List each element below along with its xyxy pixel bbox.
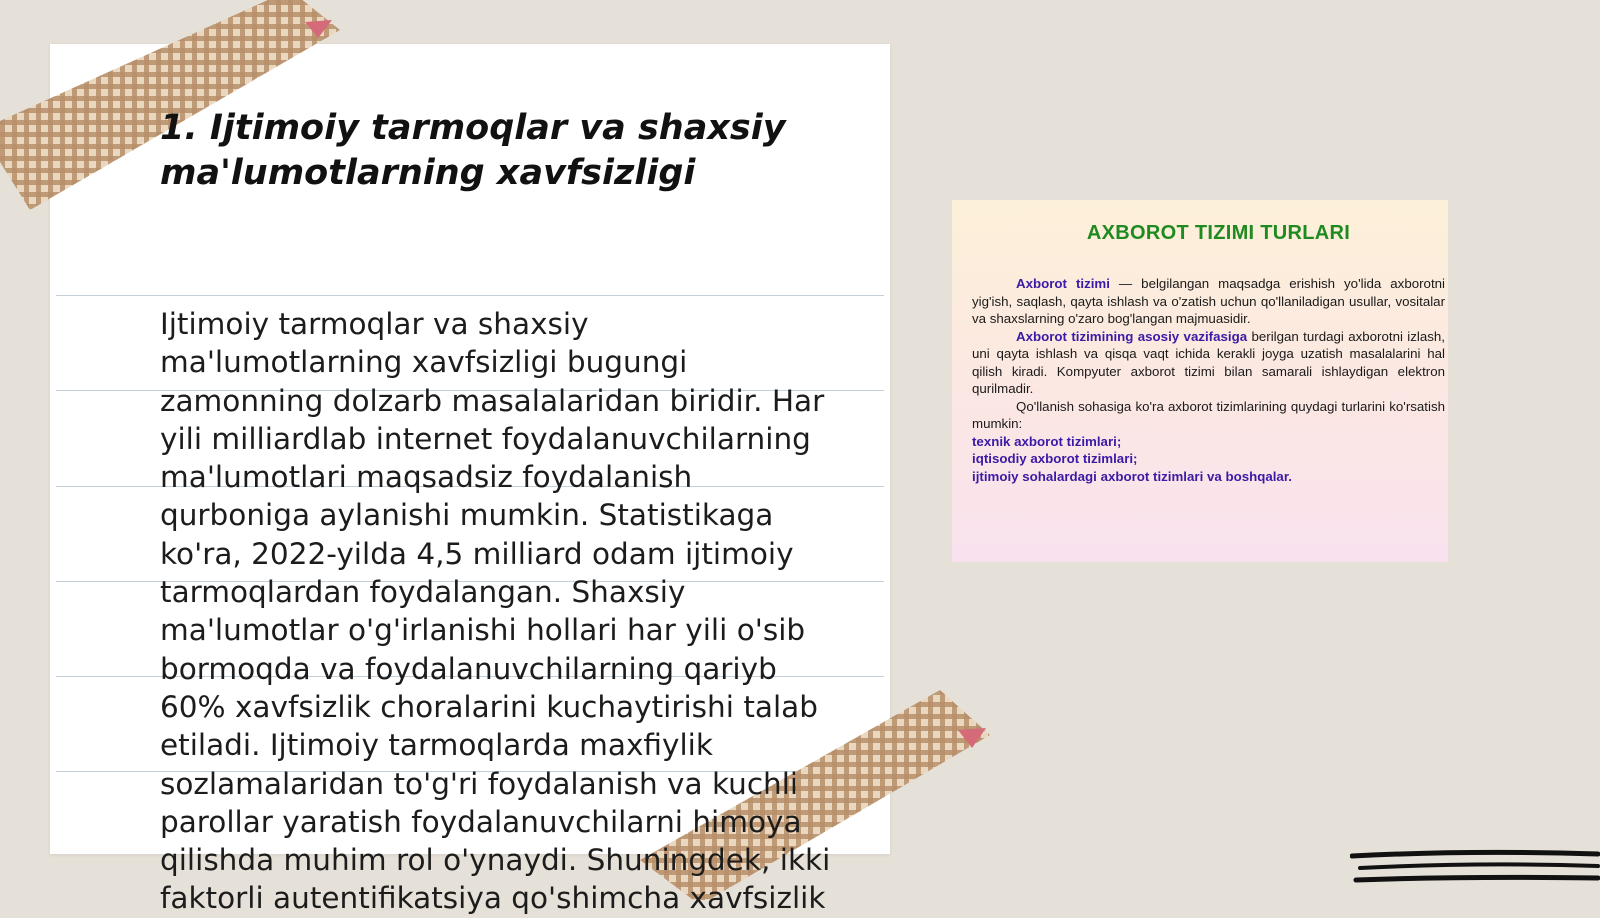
list-item: texnik axborot tizimlari;: [972, 433, 1122, 449]
brush-stroke-icon: [1350, 846, 1600, 896]
slide-body-text: Ijtimoiy tarmoqlar va shaxsiy ma'lumotlarning xavfsizligi bugungi zamonning dolzarb masalalaridan biridir. Har yili milliardlab internet foydalanuvchilarning ma'lumotlari maqsadsiz foydalanish qurboniga aylanishi mumkin. Statistikaga ko'ra, 2022-yilda 4,5 milliard odam ijtimoiy tarmoqlardan foydalangan. Shaxsiy ma'lumotlar o'g'irlanishi hollari har yili o'sib bormoqda va foydalanuvchilarning qariyb 60% xavfsizlik choralarini kuchaytirishi talab etiladi. Ijtimoiy tarmoqlarda maxfiylik sozlamalaridan to'g'ri foydalanish va kuchli parollar yaratish foydalanuvchilarni himoya qilishda muhim rol o'ynaydi. Shuningdek, ikki faktorli autentifikatsiya qo'shimcha xavfsizlik: [160, 307, 831, 916]
info-card-text: berilgan turdagi axborotni izlash, uni qayta ishlash va qisqa vaqt ichida kerakli joyga uzatish masalalarini hal qilish kiradi. Kompyuter axborot tizimi bilan samarali ishlaydigan elektron qurilmadir.: [972, 328, 1445, 396]
info-card-paragraph: Qo'llanish sohasiga ko'ra axborot tizimlarining quydagi turlarini ko'rsatish mumkin:: [972, 398, 1445, 431]
info-card-paragraph: [972, 328, 1445, 398]
info-card-title: AXBOROT TIZIMI TURLARI: [1086, 222, 1351, 244]
info-card-paragraph: [972, 275, 1445, 328]
info-card-term: Axborot tizimi: [1016, 276, 1110, 291]
info-card-list: [972, 433, 1445, 486]
list-item: ijtimoiy sohalardagi axborot tizimlari va boshqalar.: [972, 468, 1292, 484]
info-card-text: — belgilangan maqsadga erishish yo'lida axborotni yig'ish, saqlash, qayta ishlash va o'zatish uchun qo'llaniladigan usullar, vositalar va shaxslarning o'zaro bog'langan majmuasidir.: [972, 276, 1445, 326]
list-item: iqtisodiy axborot tizimlari;: [972, 451, 1138, 466]
info-card: [952, 200, 1448, 562]
paper-rule-line: [56, 295, 884, 296]
slide-title: 1. Ijtimoiy tarmoqlar va shaxsiy ma'lumotlarning xavfsizligi: [160, 108, 786, 193]
info-card-term: Axborot tizimining asosiy vazifasiga: [1016, 328, 1248, 344]
